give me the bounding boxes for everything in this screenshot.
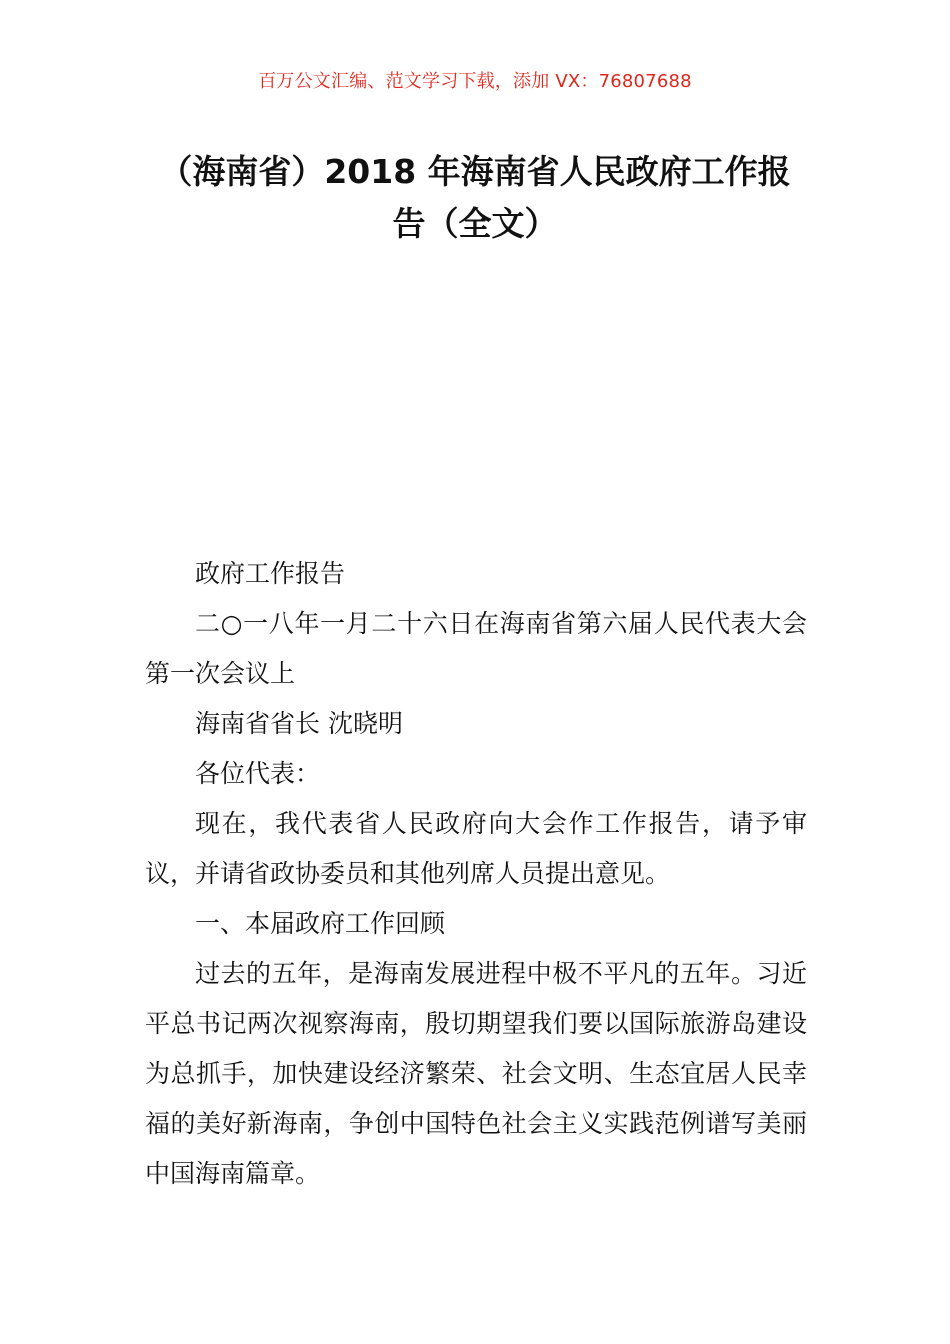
review-paragraph: 过去的五年，是海南发展进程中极不平凡的五年。习近平总书记两次视察海南，殷切期望我们要以国际旅游岛建设为总抓手，加快建设经济繁荣、社会文明、生态宜居人民幸福的美好新海南，争创中国特色社会主义实践范例谱写美丽中国海南篇章。: [145, 959, 807, 1188]
salutation: 各位代表：: [195, 759, 321, 788]
opening-paragraph: 现在，我代表省人民政府向大会作工作报告，请予审议，并请省政协委员和其他列席人员提出意见。: [145, 809, 807, 888]
document-body: [145, 549, 807, 1199]
meeting-info: 二○一八年一月二十六日在海南省第六届人民代表大会第一次会议上: [145, 609, 807, 688]
section-heading: 一、本届政府工作回顾: [195, 909, 446, 938]
title-line-2: 告（全文）: [392, 204, 558, 243]
report-heading: 政府工作报告: [195, 559, 346, 588]
title-line-1: （海南省）2018 年海南省人民政府工作报: [159, 152, 791, 191]
speaker-line: 海南省省长 沈晓明: [195, 709, 403, 738]
watermark-header: 百万公文汇编、范文学习下载，添加 VX：76807688: [258, 71, 692, 92]
document-title: [60, 146, 890, 250]
